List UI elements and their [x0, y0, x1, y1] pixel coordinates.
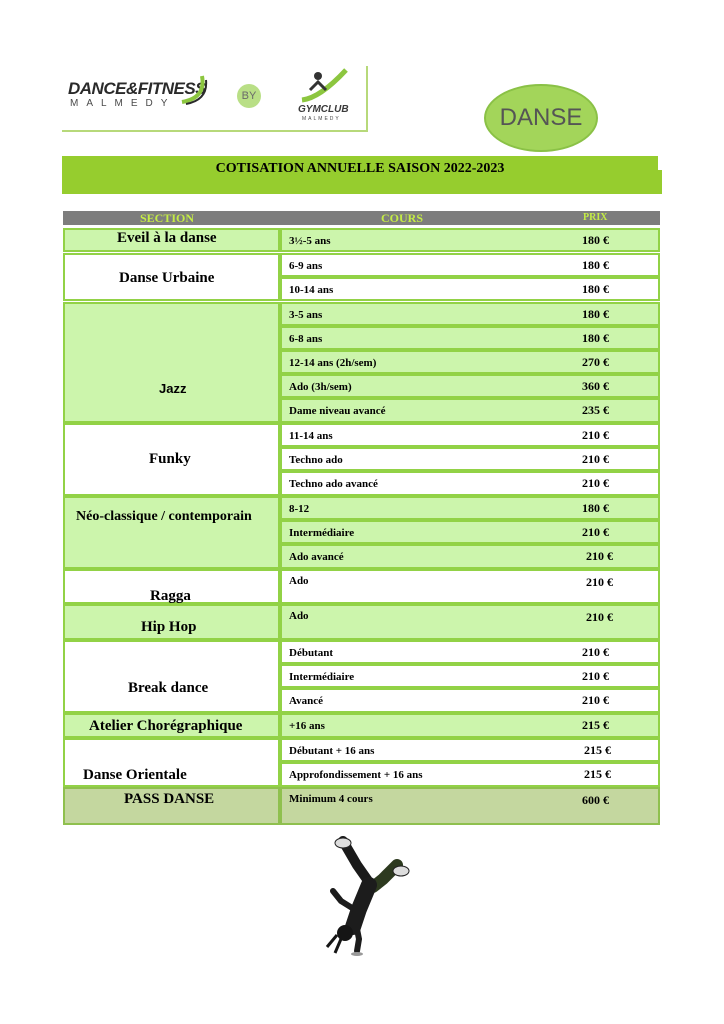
course-price: 210 € [582, 525, 609, 539]
section-cell [63, 302, 280, 423]
course-price: 270 € [582, 355, 609, 369]
course-price: 180 € [582, 307, 609, 321]
table-row [280, 664, 660, 688]
table-row [280, 253, 660, 277]
table-row [280, 569, 660, 604]
course-name: Intermédiaire [289, 671, 355, 683]
table-row [280, 520, 660, 544]
course-name: 10-14 ans [289, 284, 334, 296]
logo-dance-fitness-text: DANCE&FITNESS [68, 79, 207, 98]
course-price: 180 € [582, 331, 609, 345]
table-row [280, 762, 660, 787]
course-price: 215 € [582, 718, 609, 732]
course-price: 360 € [582, 379, 609, 393]
course-price: 210 € [582, 669, 609, 683]
course-name: 6-8 ans [289, 333, 323, 345]
course-price: 180 € [582, 501, 609, 515]
section-name: Atelier Chorégraphique [89, 718, 243, 734]
table-row [280, 423, 660, 447]
course-name: Ado (3h/sem) [289, 381, 352, 393]
course-name: 3-5 ans [289, 309, 323, 321]
table-row [280, 496, 660, 520]
course-price: 210 € [586, 575, 613, 589]
course-name: Débutant + 16 ans [289, 745, 375, 757]
by-badge: BY [237, 84, 261, 108]
course-name: Dame niveau avancé [289, 405, 386, 417]
table-row [280, 326, 660, 350]
course-name: Ado [289, 575, 309, 587]
course-name: Approfondissement + 16 ans [289, 769, 423, 781]
table-row [280, 544, 660, 569]
course-name: Ado [289, 610, 309, 622]
table-row [280, 604, 660, 640]
course-price: 210 € [582, 452, 609, 466]
table-row [280, 640, 660, 664]
course-price: 180 € [582, 282, 609, 296]
table-row [280, 228, 660, 252]
course-price: 215 € [584, 743, 611, 757]
course-price: 210 € [582, 476, 609, 490]
table-row [280, 350, 660, 374]
course-price: 210 € [582, 428, 609, 442]
course-price: 210 € [586, 549, 613, 563]
section-cell [63, 787, 280, 825]
section-cell [63, 640, 280, 713]
section-name: PASS DANSE [124, 791, 215, 807]
course-name: 12-14 ans (2h/sem) [289, 357, 377, 369]
section-name: Danse Urbaine [119, 270, 215, 286]
course-price: 180 € [582, 258, 609, 272]
header-section: SECTION [140, 211, 195, 225]
section-name: Break dance [128, 680, 209, 696]
course-name: Minimum 4 cours [289, 793, 373, 805]
course-price: 210 € [582, 693, 609, 707]
header-prix: PRIX [583, 212, 608, 223]
table-row [280, 738, 660, 762]
table-row [280, 277, 660, 301]
section-cell [63, 738, 280, 787]
table-row [280, 302, 660, 326]
breakdancer-illustration [313, 835, 431, 961]
table-row [280, 713, 660, 738]
section-cell [63, 713, 280, 738]
course-price: 180 € [582, 233, 609, 247]
course-name: +16 ans [289, 720, 325, 732]
logo-malmedy-text: MALMEDY [70, 98, 176, 109]
section-name: Funky [149, 451, 191, 467]
page-title: COTISATION ANNUELLE SAISON 2022-2023 [215, 161, 505, 176]
course-price: 210 € [582, 645, 609, 659]
section-cell [63, 253, 280, 301]
course-name: Ado avancé [289, 551, 344, 563]
course-name: 6-9 ans [289, 260, 323, 272]
section-name: Hip Hop [141, 619, 197, 635]
course-name: 8-12 [289, 503, 310, 515]
course-name: Débutant [289, 647, 334, 659]
table-row [280, 447, 660, 471]
table-row [280, 688, 660, 713]
course-name: Avancé [289, 695, 324, 707]
course-price: 600 € [582, 793, 609, 807]
course-name: Intermédiaire [289, 527, 355, 539]
course-name: Techno ado avancé [289, 478, 378, 490]
table-row [280, 787, 660, 825]
course-name: 11-14 ans [289, 430, 333, 442]
table-row [280, 471, 660, 496]
section-cell [63, 228, 280, 252]
course-price: 210 € [586, 610, 613, 624]
section-name: Eveil à la danse [117, 230, 217, 246]
section-cell [63, 496, 280, 569]
section-name: Jazz [159, 381, 187, 396]
header-cours: COURS [381, 211, 424, 225]
table-row [280, 374, 660, 398]
logo-gymclub-text: GYMCLUB [298, 104, 349, 115]
section-cell [63, 569, 280, 604]
course-price: 215 € [584, 767, 611, 781]
section-cell [63, 604, 280, 640]
section-name: Danse Orientale [83, 767, 187, 783]
course-name: Techno ado [289, 454, 343, 466]
section-name: Néo-classique / contemporain [76, 509, 252, 524]
danse-badge: DANSE [484, 84, 598, 152]
course-name: 3½-5 ans [289, 235, 331, 247]
section-name: Ragga [150, 588, 191, 604]
section-cell [63, 423, 280, 496]
logo-gymclub-sub-text: MALMEDY [302, 116, 341, 122]
course-price: 235 € [582, 403, 609, 417]
table-row [280, 398, 660, 423]
